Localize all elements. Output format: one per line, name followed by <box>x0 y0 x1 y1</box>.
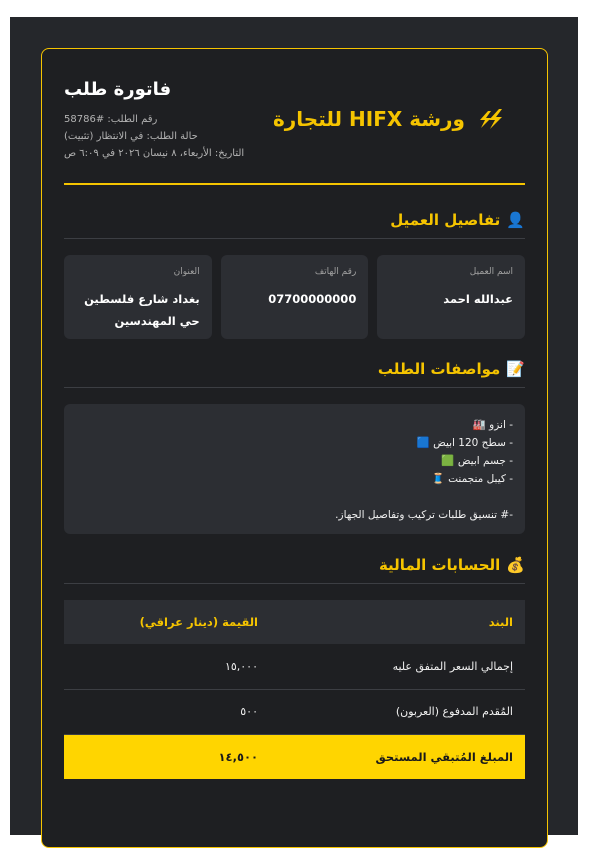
customer-name-label: اسم العميل <box>469 267 513 277</box>
customer-address-value: بغداد شارع فلسطين حي المهندسين <box>84 292 200 328</box>
row-item: إجمالي السعر المتفق عليه <box>270 644 525 689</box>
specs-section-title <box>64 360 525 388</box>
order-number: رقم الطلب: #58786 <box>64 114 158 125</box>
order-date: التاريخ: الأربعاء، ٨ نيسان ٢٠٢٦ في ٦:٠٩ ص <box>64 148 245 159</box>
total-row <box>64 734 525 779</box>
spec-item: - سطح 120 ابيض 🟦 <box>416 437 513 449</box>
customer-phone-value: 07700000000 <box>268 292 357 306</box>
finance-section-label: الحسابات المالية <box>378 556 501 574</box>
spec-item: - جسم ابيض 🟩 <box>441 455 513 467</box>
customer-name-box <box>377 255 525 339</box>
customer-address-label: العنوان <box>173 267 200 277</box>
table-row <box>64 689 525 734</box>
col-header-value: القيمة (دينار عراقي) <box>64 600 270 644</box>
total-value: ١٤,٥٠٠ <box>64 734 270 779</box>
total-item: المبلغ المُتبقي المستحق <box>270 734 525 779</box>
row-value: ١٥,٠٠٠ <box>64 644 270 689</box>
invoice-header <box>64 79 525 185</box>
money-bag-icon: 💰 <box>506 556 525 574</box>
invoice-card <box>41 48 548 848</box>
order-status: حالة الطلب: في الانتظار (تثبيت) <box>64 131 198 142</box>
customer-name-value: عبدالله احمد <box>443 292 513 306</box>
customer-phone-box <box>221 255 369 339</box>
specs-box <box>64 404 525 534</box>
specs-section-label: مواصفات الطلب <box>377 360 501 378</box>
brand-name: ورشة HIFX للتجارة <box>272 107 465 131</box>
memo-icon: 📝 <box>506 360 525 378</box>
finance-table <box>64 600 525 779</box>
customer-section-title <box>64 211 525 239</box>
invoice-title: فاتورة طلب <box>64 79 172 100</box>
customer-section-label: تفاصيل العميل <box>390 211 501 229</box>
lightning-bolts-icon <box>475 108 511 130</box>
spec-item: - كيبل منجمنت 🧵 <box>431 473 513 485</box>
row-value: ٥٠٠ <box>64 689 270 734</box>
row-item: المُقدم المدفوع (العربون) <box>270 689 525 734</box>
customer-phone-label: رقم الهاتف <box>314 267 357 277</box>
col-header-item: البند <box>270 600 525 644</box>
spec-item: - انزو 🏭 <box>472 419 513 431</box>
user-icon: 👤 <box>506 211 525 229</box>
page-background <box>10 17 578 835</box>
brand <box>273 107 511 131</box>
spec-note: -# تنسيق طلبات تركيب وتفاصيل الجهاز. <box>335 509 513 521</box>
finance-header-row <box>64 600 525 644</box>
table-row <box>64 644 525 689</box>
invoice-meta <box>64 79 264 159</box>
spec-spacer <box>76 488 513 506</box>
finance-section-title <box>64 556 525 584</box>
customer-address-box <box>64 255 212 339</box>
customer-info-row <box>64 255 525 339</box>
